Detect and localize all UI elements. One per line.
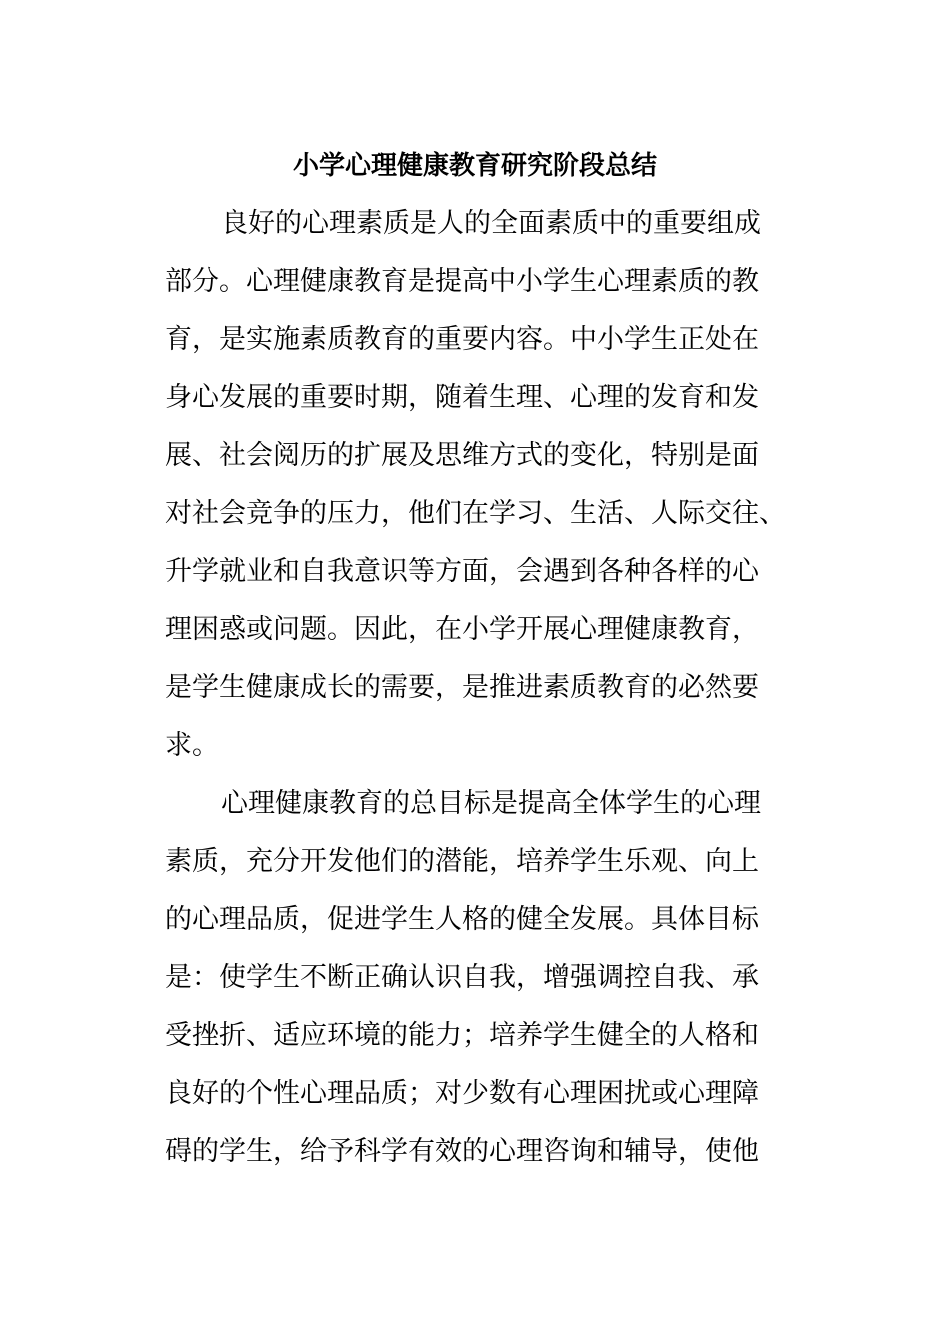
paragraph-2-line-5: 受挫折、适应环境的能力；培养学生健全的人格和 <box>165 1020 759 1051</box>
paragraph-2-line-2: 素质，充分开发他们的潜能，培养学生乐观、向上 <box>165 846 759 877</box>
document-title: 小学心理健康教育研究阶段总结 <box>292 151 657 181</box>
paragraph-1-line-10: 求。 <box>165 730 219 761</box>
paragraph-1-line-3: 育，是实施素质教育的重要内容。中小学生正处在 <box>165 324 759 355</box>
paragraph-1-line-5: 展、社会阅历的扩展及思维方式的变化，特别是面 <box>165 440 759 471</box>
paragraph-2-line-3: 的心理品质，促进学生人格的健全发展。具体目标 <box>165 904 759 935</box>
paragraph-1-line-7: 升学就业和自我意识等方面，会遇到各种各样的心 <box>165 556 759 587</box>
paragraph-2-line-4: 是：使学生不断正确认识自我，增强调控自我、承 <box>165 962 759 993</box>
paragraph-2-line-7: 碍的学生，给予科学有效的心理咨询和辅导，使他 <box>165 1136 759 1167</box>
paragraph-1-line-4: 身心发展的重要时期，随着生理、心理的发育和发 <box>165 382 759 413</box>
paragraph-1-line-6: 对社会竞争的压力，他们在学习、生活、人际交往、 <box>165 498 786 529</box>
paragraph-2-line-6: 良好的个性心理品质；对少数有心理困扰或心理障 <box>165 1078 759 1109</box>
paragraph-1-line-1: 良好的心理素质是人的全面素质中的重要组成 <box>221 208 761 239</box>
paragraph-2-line-1: 心理健康教育的总目标是提高全体学生的心理 <box>221 788 761 819</box>
paragraph-1-line-8: 理困惑或问题。因此，在小学开展心理健康教育， <box>165 614 759 645</box>
paragraph-1-line-2: 部分。心理健康教育是提高中小学生心理素质的教 <box>165 266 759 297</box>
paragraph-1-line-9: 是学生健康成长的需要，是推进素质教育的必然要 <box>165 672 759 703</box>
